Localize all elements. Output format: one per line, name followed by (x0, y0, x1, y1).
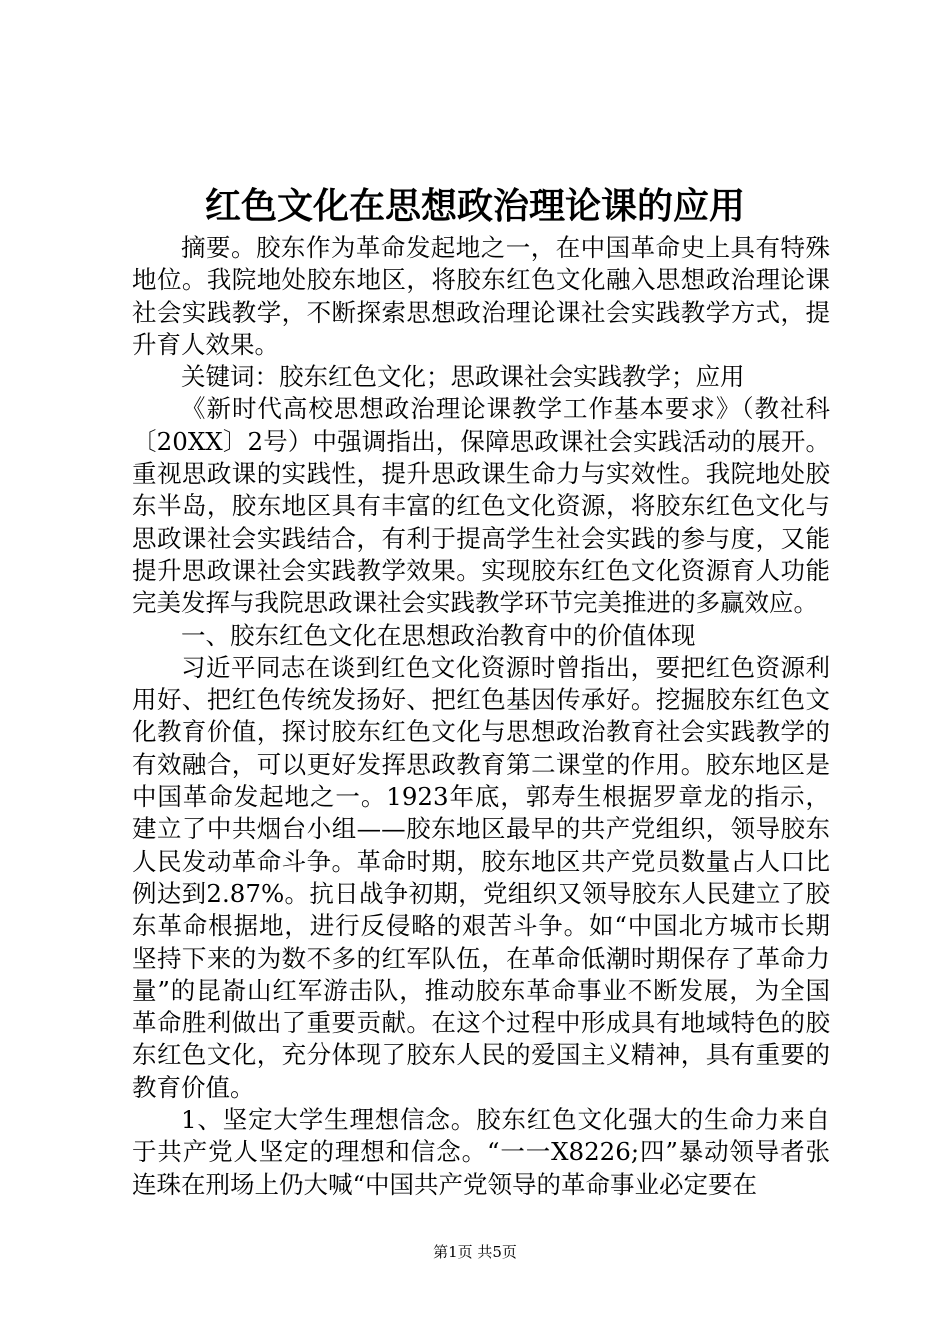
abstract-paragraph: 摘要。胶东作为革命发起地之一，在中国革命史上具有特殊地位。我院地处胶东地区，将胶东红色文化融入思想政治理论课社会实践教学，不断探索思想政治理论课社会实践教学方式，提升育人效果。 (132, 233, 830, 359)
section-heading: 一、胶东红色文化在思想政治教育中的价值体现 (181, 620, 696, 650)
body-paragraph: 习近平同志在谈到红色文化资源时曾指出，要把红色资源利用好、把红色传统发扬好、把红色基因传承好。挖掘胶东红色文化教育价值，探讨胶东红色文化与思想政治教育社会实践教学的有效融合，可以更好发挥思政教育第二课堂的作用。胶东地区是中国革命发起地之一。1923年底，郭寿生根据罗章龙的指示，建立了中共烟台小组——胶东地区最早的共产党组织，领导胶东人民发动革命斗争。革命时期，胶东地区共产党员数量占人口比例达到2.87%。抗日战争初期，党组织又领导胶东人民建立了胶东革命根据地，进行反侵略的艰苦斗争。如“中国北方城市长期坚持下来的为数不多的红军队伍，在革命低潮时期保存了革命力量”的昆嵛山红军游击队，推动胶东革命事业不断发展，为全国革命胜利做出了重要贡献。在这个过程中形成具有地域特色的胶东红色文化，充分体现了胶东人民的爱国主义精神，具有重要的教育价值。 (132, 652, 830, 1102)
body-paragraph: 1、坚定大学生理想信念。胶东红色文化强大的生命力来自于共产党人坚定的理想和信念。“一一X8226;四”暴动领导者张连珠在刑场上仍大喊“中国共产党领导的革命事业必定要在 (132, 1105, 830, 1199)
keywords-paragraph: 关键词：胶东红色文化；思政课社会实践教学；应用 (181, 362, 745, 392)
document-title: 红色文化在思想政治理论课的应用 (204, 185, 745, 227)
intro-paragraph: 《新时代高校思想政治理论课教学工作基本要求》（教社科〔20XX〕2号）中强调指出，保障思政课社会实践活动的展开。重视思政课的实践性，提升思政课生命力与实效性。我院地处胶东半岛，胶东地区具有丰富的红色文化资源，将胶东红色文化与思政课社会实践结合，有利于提高学生社会实践的参与度，又能提升思政课社会实践教学效果。实现胶东红色文化资源育人功能完美发挥与我院思政课社会实践教学环节完美推进的多赢效应。 (132, 394, 830, 618)
page-footer: 第1页 共5页 (433, 1243, 517, 1261)
document-body (132, 232, 830, 1201)
